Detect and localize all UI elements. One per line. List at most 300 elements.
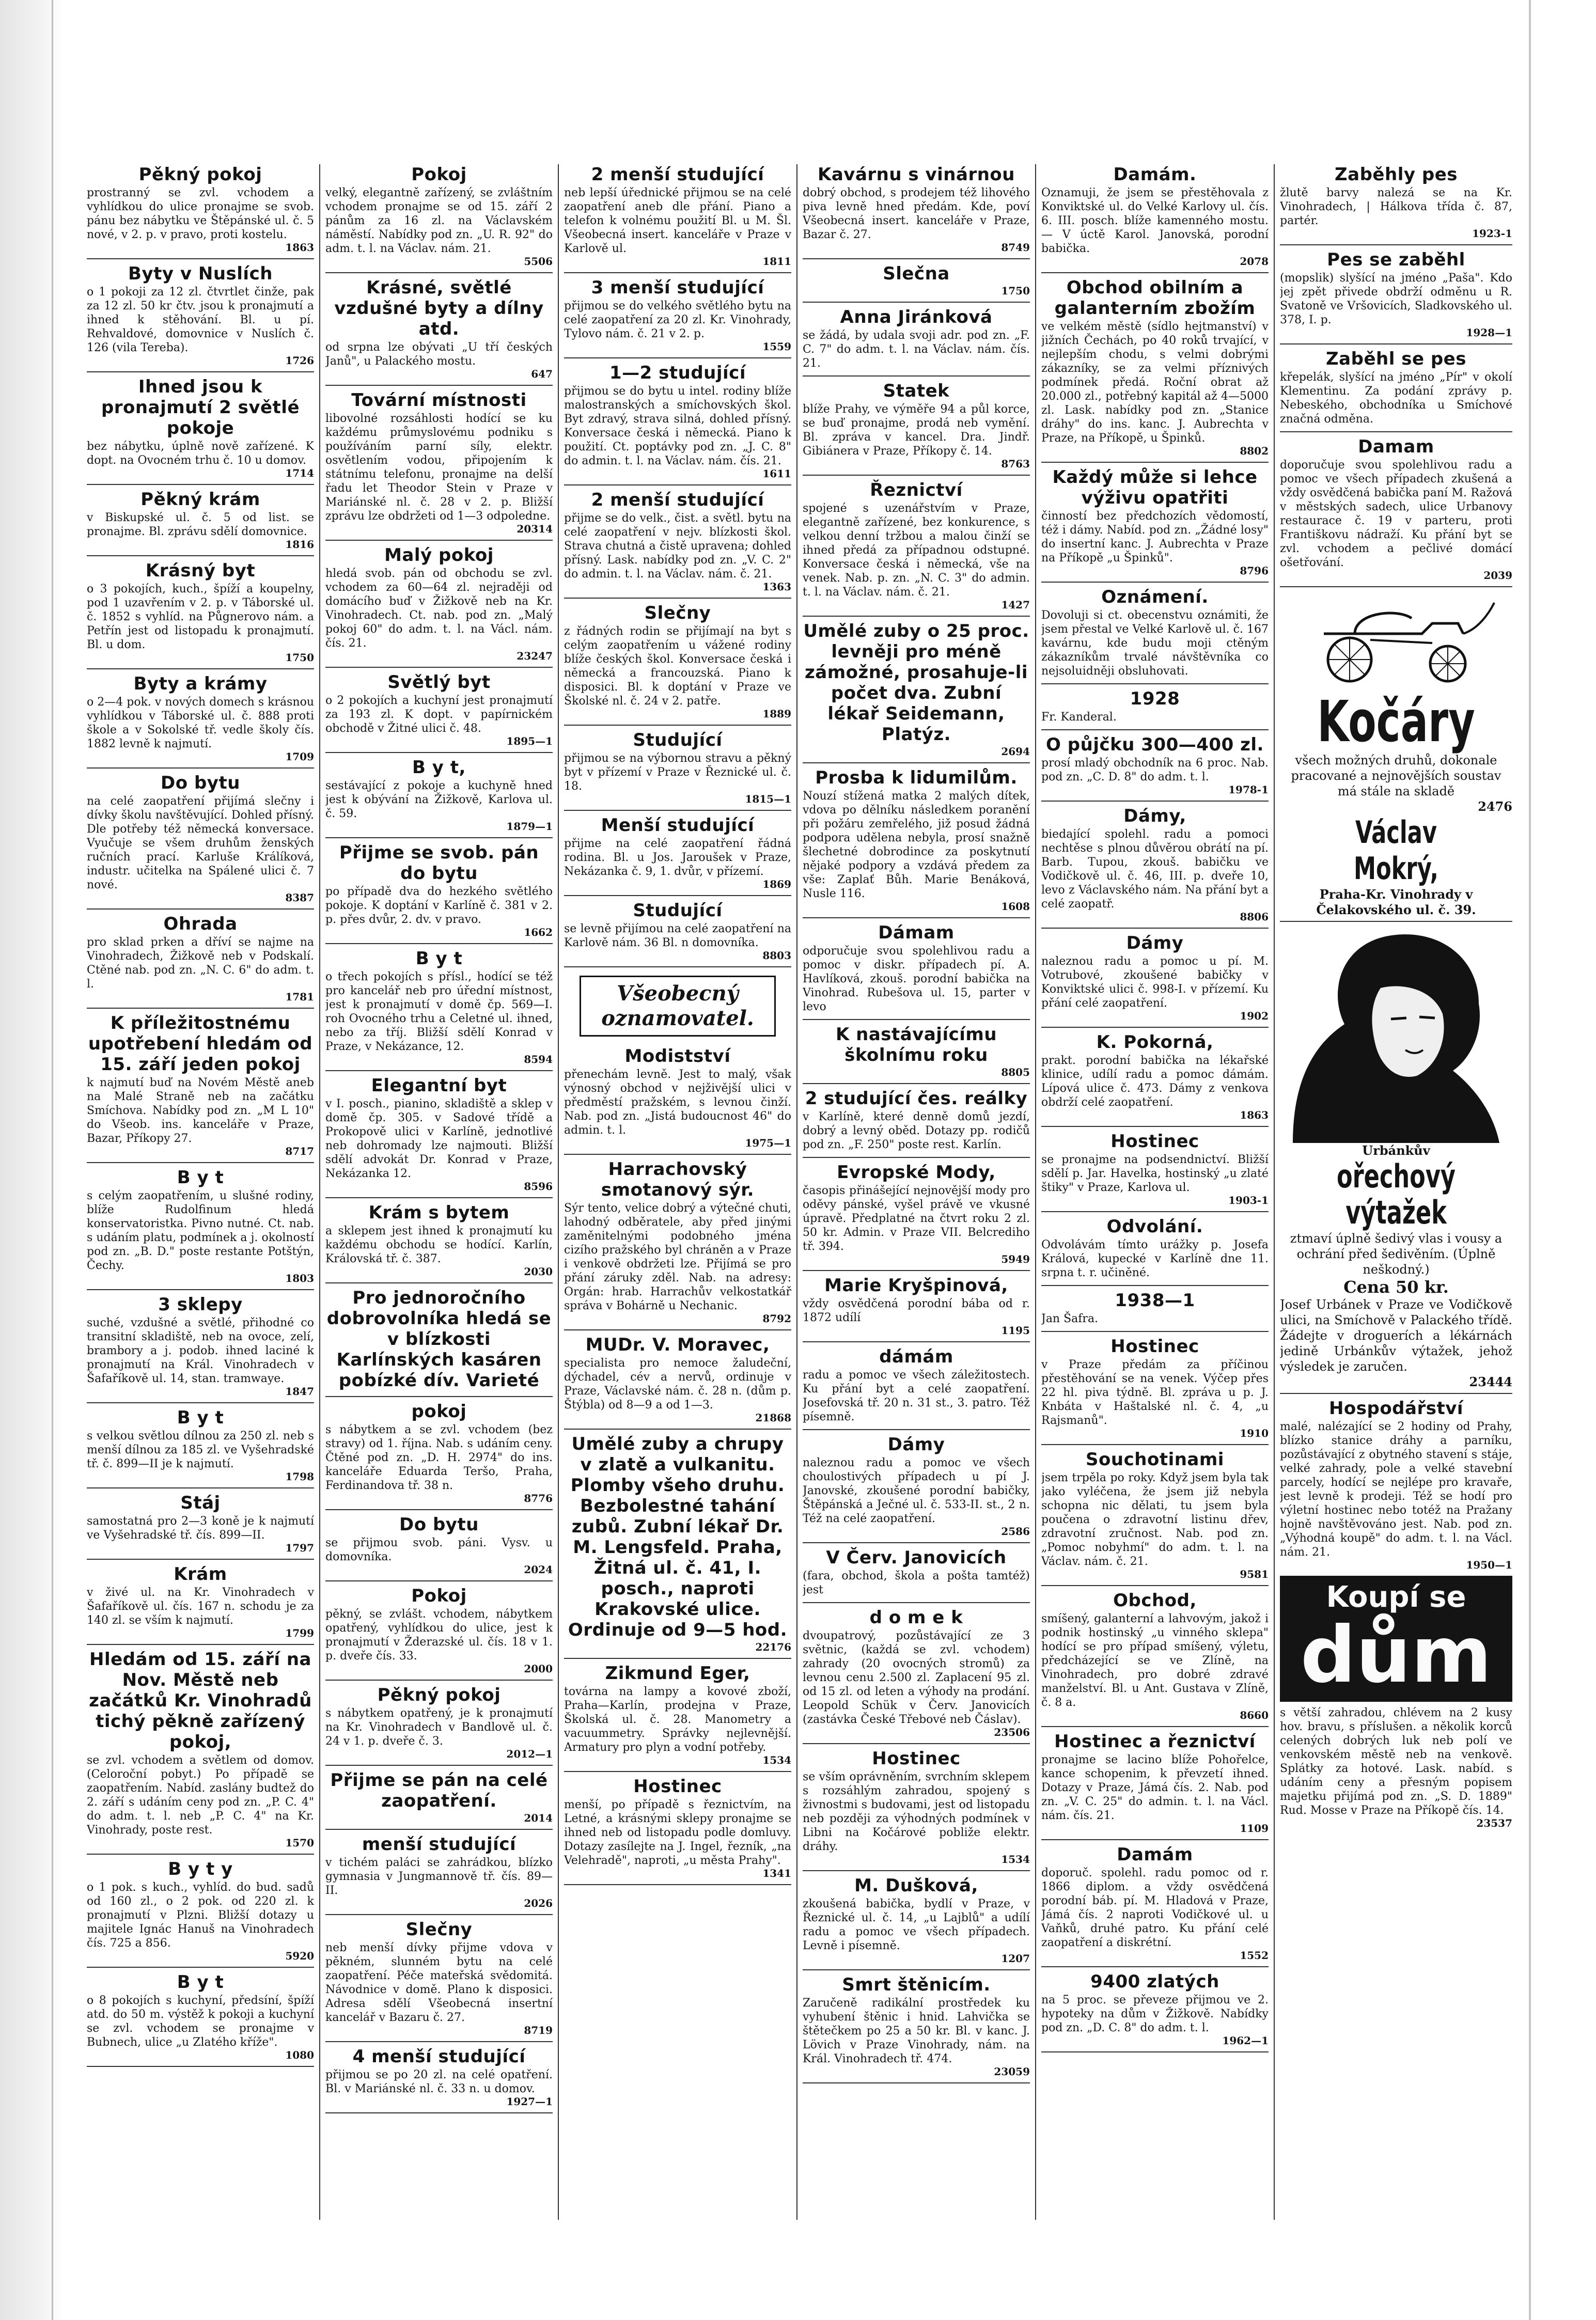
ad-rule (87, 555, 314, 556)
ad-code: 1816 (285, 538, 314, 551)
ad-heading: Damám. (1113, 164, 1197, 185)
ad-text: (fara, obchod, škola a pošta tamtéž) jest (803, 1570, 1030, 1596)
ad-text: o 3 pokojích, kuch., špíží a koupelny, pod 1 uzavřením v 2. p. v Táborské ul. č. 1852 s vyhlíd. na Půgnerovo nám. a Petřín jest od listopadu k pronajmutí. Bl. u dom. (87, 583, 314, 651)
ad-text: se vším oprávněním, svrchním sklepem s rozsáhlým zahradou, spojený s živnostmi s budovami, jest od listopadu neb později za výhodných podmínek v Libni na Kočárové pobliže elektr. dráhy. (803, 1770, 1030, 1853)
classified-ad (803, 164, 1030, 253)
classified-ad (803, 1024, 1030, 1078)
classified-ad (803, 621, 1030, 757)
ad-heading: B y t y (168, 1859, 233, 1879)
ad-code: 1797 (285, 1542, 314, 1554)
classified-ad (803, 381, 1030, 469)
ad-text: v I. posch., pianino, skladiště a sklep v domě čp. 305. v Sadové třídě a Prokopově ulici v Karlíně, jednotlivé neb dohromady lze najmouti. Bližší sdělí advokát Dr. Konrad v Praze, Nekázanka 12. (325, 1098, 553, 1180)
ad-heading: 2 menší studující (591, 164, 764, 185)
ad-text: Odvolávám tímto urážky p. Josefa Králová, kupecké v Karlíně dne 11. srpna t. r. učiněné. (1041, 1239, 1269, 1279)
classified-ad (564, 1776, 791, 1879)
classified-ad (1280, 249, 1512, 338)
classified-ad (87, 263, 314, 366)
classified-ad (564, 1663, 791, 1766)
ad-rule (803, 375, 1030, 377)
ad-rule (87, 2066, 314, 2067)
classified-ad (803, 1547, 1030, 1597)
ad-code: 1195 (1001, 1324, 1030, 1337)
ad-text: o 8 pokojích s kuchyní, předsíní, špíží atd. do 50 m. výstěž k pokoji a kuchyní se zvl. vchodem se pronajme v Bubnech, ulice „u Zlatého kříže". (87, 1994, 314, 2049)
ad-rule (564, 357, 791, 358)
ad-text: Nouzí stížená matka 2 malých dítek, vdova po dělníku následkem poranění při požáru zemřelého, již posud žádná podpora udělena nebyla, prosí snažně šlechetné dobrodince za poskytnutí nějaké podpory a vzdává předem za vše: Zaplať Bůh. Marie Benáková, Nusle 116. (803, 790, 1030, 900)
ad-rule (325, 667, 553, 668)
ad-code: 5920 (285, 1950, 314, 1962)
ad-rule (564, 1771, 791, 1772)
ad-rule (87, 1644, 314, 1645)
classified-ad (87, 1167, 314, 1284)
ad-heading: Umělé zuby o 25 proc. levněji pro méně zámožné, prosahuje-li počet dva. Zubní lékař Seidemann, Platýz. (803, 621, 1029, 745)
ad-heading: Hledám od 15. září na Nov. Městě neb začátků Kr. Vinohradů tichý pěkně zařízený pokoj, (89, 1649, 312, 1752)
ad-rule (564, 810, 791, 811)
ad-rule (325, 1509, 553, 1510)
ad-text: v Biskupské ul. č. 5 od list. se pronajme. Bl. zprávu sdělí domovnice. (87, 511, 314, 538)
ad-heading: Slečny (644, 603, 711, 623)
ad-code: 2039 (1483, 569, 1512, 582)
ad-code: 1803 (285, 1272, 314, 1284)
column-rule (796, 164, 797, 2220)
ad-text: odporučuje svou spolehlivou radu a pomoc v diskr. případech pí. A. Havlíková, zkouš. porodní babička na Vinohrad. Rubešova ul. 15, parter v levo (803, 945, 1030, 1013)
ad-code: 1811 (762, 255, 791, 268)
ad-rule (87, 1162, 314, 1163)
ad-heading: 9400 zlatých (1090, 1971, 1219, 1992)
ad-text: prakt. porodní babička na lékařské klinice, udílí radu a pomoc dámám. Lípová ulice č. 473. Dámy z venkova obdrží celé zaopatření. (1041, 1054, 1269, 1109)
ad-rule (564, 966, 791, 967)
column-6 (1280, 164, 1512, 2220)
kocary-name: Václav Mokrý, (1354, 814, 1438, 887)
ad-code: 2026 (524, 1897, 553, 1909)
ad-heading: Studující (633, 900, 723, 921)
ad-rule (1280, 343, 1512, 344)
ad-text: velký, elegantně zařízený, se zvláštním vchodem pronajme se od 15. září 2 pánům za 16 zl. na Václavském náměstí. Nabídky pod zn. „U. R. 92" do adm. t. l. na Václav. nám. 21. (325, 186, 553, 255)
ad-text: pěkný, se zvlášt. vchodem, nábytkem opatřený, vyhlídkou do ulice, jest k pronajmutí v Žderazské ul. čís. 18 v 1. p. dveře čís. 33. (325, 1608, 553, 1663)
ad-heading: Malý pokoj (384, 545, 494, 566)
ad-code: 1109 (1240, 1822, 1269, 1835)
classified-ad (564, 1159, 791, 1324)
column-rule (319, 164, 320, 2220)
classified-ad (325, 1919, 553, 2036)
ad-heading: pokoj (411, 1401, 467, 1422)
ad-rule (325, 2112, 553, 2113)
classified-ad (87, 1859, 314, 1962)
ad-heading: Modistství (624, 1046, 731, 1067)
ad-heading: M. Dušková, (854, 1875, 978, 1896)
classified-ad (325, 277, 553, 380)
classified-ad (1041, 587, 1269, 678)
ad-rule (1041, 1331, 1269, 1332)
ad-text: pro sklad prken a dříví se najme na Vinohradech, Žižkově neb v Podskalí. Ctěné nab. pod zn. „N. C. 6" do adm. t. l. (87, 936, 314, 991)
ad-heading: 3 sklepy (158, 1294, 243, 1315)
ad-text: Fr. Kanderal. (1041, 711, 1117, 724)
ad-rule (325, 943, 553, 944)
ad-text: o 2 pokojích a kuchyní jest pronajmutí za 193 zl. K dopt. v papírnickém obchodě v Žitné ulici č. 48. (325, 694, 553, 735)
ad-rule (803, 1019, 1030, 1020)
ad-rule (325, 1680, 553, 1681)
ad-code: 1962—1 (1222, 2034, 1269, 2047)
classified-ad (1280, 349, 1512, 426)
ad-rule (564, 1884, 791, 1885)
ad-text: prosí mladý obchodník na 6 proc. Nab. pod zn. „C. D. 8" do adm. t. l. (1041, 757, 1269, 783)
ad-heading: Zaběhl se pes (1326, 349, 1466, 369)
ad-text: blíže Prahy, ve výměře 94 a půl korce, se buď pronajme, prodá neb vymění. Bl. zpráva v kancel. Dra. Jindř. Gibiánera v Praze, Příkopy č. 14. (803, 403, 1030, 458)
ad-text: pronajme se lacino blíže Pohořelce, kance schopenim, k převzetí ihned. Dotazy v Praze, Jámá čís. 2. Nab. pod zn. „V. C. 25" do admin. t. l. na Václ. nám. čís. 21. (1041, 1753, 1269, 1822)
classified-ad (87, 1294, 314, 1397)
ad-heading: 2 studující čes. reálky (805, 1088, 1028, 1109)
classified-ad (87, 914, 314, 1002)
classified-ad (87, 1564, 314, 1639)
carriage-ad (1280, 592, 1512, 918)
classified-ad (325, 757, 553, 832)
column-rule (1274, 164, 1275, 2220)
ad-rule (87, 767, 314, 769)
ad-code: 8803 (762, 949, 791, 962)
ad-rule (803, 1542, 1030, 1543)
ad-rule (325, 2041, 553, 2042)
ad-rule (803, 1602, 1030, 1603)
classified-ad (803, 1607, 1030, 1738)
urbanek-ad (1280, 926, 1512, 1390)
koupi-code: 23537 (1476, 1817, 1512, 1829)
ad-heading: Elegantní byt (371, 1075, 507, 1096)
ad-code: 1975—1 (745, 1137, 791, 1149)
ad-heading: Přijme se svob. pán do bytu (339, 842, 539, 884)
ad-heading: Obchod obilním a galanterním zbožím (1054, 277, 1256, 319)
classified-ad (87, 1013, 314, 1157)
column-rule (558, 164, 559, 2220)
ad-code: 8805 (1001, 1066, 1030, 1078)
ad-rule (803, 1341, 1030, 1342)
ad-text: se přijmou svob. páni. Vysv. u domovníka. (325, 1537, 553, 1563)
ad-text: smíšený, galanterní a lahvovým, jakož i podnik hostinský „u vinného sklepa" hodící se pro případ smíšený, výletu, předcházející se ve Zlíně, na Vinohradech, pro dobré zdravé manželství. Bl. u Ant. Gustava v Zlíně, č. 8 a. (1041, 1612, 1269, 1709)
ad-rule (803, 1270, 1030, 1271)
ad-rule (564, 1329, 791, 1330)
ad-rule (87, 1967, 314, 1968)
ad-rule (1041, 1966, 1269, 1967)
ad-heading: 1928 (1130, 688, 1180, 709)
classified-ad (564, 815, 791, 890)
ad-text: od srpna lze obývati „U tří českých Janů", u Palackého mostu. (325, 341, 553, 368)
ad-rule (325, 1765, 553, 1766)
classified-ad (1041, 1971, 1269, 2046)
ad-code: 8763 (1001, 458, 1030, 470)
koupi-se-dum-ad (1280, 1576, 1512, 1702)
ad-rule (803, 258, 1030, 259)
classified-ad (87, 773, 314, 903)
ad-heading: Dámy (887, 1434, 945, 1455)
ad-text: o 2—4 pok. v nových domech s krásnou vyhlídkou v Táborské ul. č. 888 proti škole a v Sokolské tř. vedle školy čís. 1882 levně k najmutí. (87, 696, 314, 750)
ad-heading: Statek (883, 381, 950, 401)
urbanek-small: Urbánkův (1362, 1143, 1430, 1158)
ad-code: 8749 (1001, 241, 1030, 254)
ad-heading: d o m e k (869, 1607, 963, 1628)
newspaper-page (87, 164, 1512, 2220)
ad-text: po případě dva do hezkého světlého pokoje. K doptání v Karlíně č. 381 v 2. p. přes dvůr, 2. dv. v pravo. (325, 885, 553, 926)
ad-rule (1041, 462, 1269, 463)
classified-ad (325, 1075, 553, 1192)
ad-rule (564, 725, 791, 726)
classified-ad (1041, 1590, 1269, 1721)
ad-heading: Ohrada (163, 914, 238, 934)
ad-rule (325, 1396, 553, 1397)
ad-text: specialista pro nemoce žaludeční, dýchadel, cév a nervů, ordinuje v Praze, Václavské nám. č. 28 n. (dům p. Štýbla) od 8—9 a od 1—3. (564, 1357, 791, 1412)
classified-ad (1041, 1731, 1269, 1834)
ad-text: neb menší dívky přijme vdova v pěkném, slunném bytu na celé zaopatření. Péče mateřská svědomitá. Návodnice v domě. Plano k disposici. Adresa sdělí Všeobecná insertní kancelář v Bazaru č. 27. (325, 1941, 553, 2024)
ad-heading: 2 menší studující (591, 490, 764, 510)
ad-heading: Harrachovský smotanový sýr. (601, 1159, 755, 1200)
ad-rule (803, 616, 1030, 617)
classified-ad (564, 277, 791, 352)
ad-heading: menší studující (362, 1834, 517, 1855)
classified-ad (803, 1275, 1030, 1336)
ad-text: na celé zaopatření přijímá slečny i dívky školu navštěvující. Dohled přísný. Dle potřeby též německá konversace. Vyučuje se všem druhům ženských ručních prací. Karluše Králíková, industr. učitelka na Spálené ulici č. 7 nové. (87, 795, 314, 891)
ad-text: vždy osvědčená porodní bába od r. 1872 udílí (803, 1297, 1030, 1324)
ad-code: 1847 (285, 1385, 314, 1398)
ad-heading: Zaběhly pes (1335, 164, 1458, 185)
ad-heading: K. Pokorná, (1096, 1032, 1214, 1053)
ad-code: 8596 (524, 1180, 553, 1193)
ad-code: 1902 (1240, 1010, 1269, 1022)
column-3 (564, 164, 791, 2220)
classified-ad (87, 164, 314, 253)
classified-ad (1041, 1449, 1269, 1580)
ad-code: 1750 (285, 651, 314, 664)
ad-text: časopis přinášející nejnovější mody pro oděvy pánské, vyšel právě ve vkusné úpravě. Předplatné na čtvrt roku 2 zl. 50 kr. Admin. v Praze VII. Belcrediho tř. 394. (803, 1184, 1030, 1253)
ad-text: s velkou světlou dílnou za 250 zl. neb s menší dílnou za 185 zl. ve Vyšehradské tř. č. 899—II je k najmutí. (87, 1430, 314, 1470)
ad-heading: Do bytu (399, 1514, 479, 1535)
ad-text: přenechám levně. Jest to malý, však výnosný obchod v nejživější ulici v předměstí pražském, s levnou činží. Nab. pod zn. „Jistá budoucnost 46" do admin. t. l. (564, 1068, 791, 1137)
ad-code: 1895—1 (506, 735, 553, 747)
ad-rule (803, 917, 1030, 918)
classified-ad (803, 1088, 1030, 1152)
ad-text: přijmou se do velkého světlého bytu na celé zaopatření za 20 zl. Kr. Vinohrady, Tylovo nám. č. 21 v 2. p. (564, 300, 791, 340)
ad-rule (1041, 1839, 1269, 1840)
classified-ad (1041, 806, 1269, 922)
ad-rule (564, 1154, 791, 1155)
ad-text: o 1 pokoji za 12 zl. čtvrtlet činže, pak za 12 zl. 50 kr čtv. jsou k pronajmutí a ihned k stěhování. Bl. u pí. Rehvaldové, domovnice v Nuslích č. 126 (vila Tereba). (87, 286, 314, 354)
ad-text: křepelák, slyšící na jméno „Pír" v okolí Klementinu. Za podání zprávy p. Nebeského, obchodníka u Smíchové značná odměna. (1280, 371, 1512, 426)
ad-heading: Souchotinami (1086, 1449, 1224, 1470)
ad-heading: Dámam (878, 922, 955, 943)
ad-rule (87, 1854, 314, 1855)
ad-rule (325, 1829, 553, 1830)
classified-ad (1041, 1336, 1269, 1439)
classified-ad (564, 603, 791, 719)
kocary-code: 2476 (1478, 799, 1512, 814)
ad-code: 2030 (524, 1265, 553, 1278)
classified-ad (87, 1407, 314, 1482)
ad-heading: Damám (1117, 1844, 1193, 1865)
classified-ad (87, 377, 314, 479)
classified-ad (803, 480, 1030, 610)
ad-rule (325, 1197, 553, 1198)
classified-ad (803, 1974, 1030, 2077)
ad-code: 1978-1 (1228, 783, 1269, 796)
ad-text: Zaručeně radikální prostředek ku vyhubení štěnic i hnid. Lahvička se štětečkem po 25 a 50 kr. Bl. v kanc. J. Lövich v Praze Vinohrady, nám. na Král. Vinohradech tř. 474. (803, 1997, 1030, 2065)
ad-text: přijmou se po 20 zl. na celé opatření. Bl. v Mariánské nl. č. 33 n. u domov. (325, 2068, 553, 2095)
classified-ad (564, 490, 791, 592)
ad-code: 1903-1 (1228, 1194, 1269, 1206)
ad-heading: MUDr. V. Moravec, (585, 1335, 770, 1355)
urbanek-code: 23444 (1469, 1374, 1512, 1389)
column-rule (1035, 164, 1036, 2220)
classified-ad (803, 1748, 1030, 1865)
section-header-box: Všeobecný oznamovatel. (580, 976, 776, 1037)
classified-ad (1280, 436, 1512, 581)
ad-rule (1041, 1027, 1269, 1028)
left-page-margin (0, 0, 63, 2320)
ad-text: přijmou se na výbornou stravu a pěkný byt v přízemí v Praze v Řeznické ul. č. 18. (564, 752, 791, 793)
ad-code: 8796 (1240, 565, 1269, 577)
ad-heading: Stáj (180, 1493, 221, 1513)
ad-text: dvoupatrový, pozůstávající ze 3 světnic, (každá se zvl. vchodem) zahrady (20 ovocných stromů) za levnou cenu 2.500 zl. Zaplacení 95 zl. od 15 zl. od leten a výhody na prodání. Leopold Schük v Červ. Janovicích (zastávka České Třebové neb Čáslav). (803, 1629, 1030, 1726)
ad-rule (803, 1157, 1030, 1158)
ad-text: dobrý obchod, s prodejem též lihového piva levně hned předám. Kde, poví Všeobecná insert. kanceláře v Praze, Bazar č. 27. (803, 186, 1030, 241)
ad-text: se žádá, by udala svoji adr. pod zn. „F. C. 7" do adm. t. l. na Václav. nám. čís. 21. (803, 329, 1030, 370)
ad-code: 1863 (285, 241, 314, 254)
koupi-text-ad (1280, 1706, 1512, 1829)
portrait-illustration (1282, 926, 1510, 1143)
ad-text: se zvl. vchodem a světlem od domov. (Celoroční pobyt.) Po případě se zaopatřením. Nabíd. zaslány budtež do 2. září s udáním ceny pod zn. „P. C. 4" do adm. t. l. neb „P. C. 4" na Kr. Vinohrady, poste rest. (87, 1754, 314, 1837)
classified-ad (803, 1346, 1030, 1424)
ad-heading: Krám (174, 1564, 227, 1585)
column-4 (803, 164, 1030, 2220)
ad-code: 9581 (1240, 1568, 1269, 1580)
ad-heading: Pes se zaběhl (1327, 249, 1465, 270)
ad-rule (87, 1008, 314, 1009)
ad-text: biedající spolehl. radu a pomoci nechtěse s plnou důvěrou obrátí na pí. Barb. Tupou, zkouš. babičku ve Vodičkově ul. č. 46, III. p. dveře 10, levo z Václavského nám. Na přání byt a celé zaopatř. (1041, 828, 1269, 911)
ad-heading: Evropské Mody, (837, 1162, 996, 1183)
ad-text: se levně přijímou na celé zaopatření na Karlově nám. 36 Bl. n domovníka. (564, 922, 791, 949)
classified-ad (564, 1046, 791, 1149)
koupi-text: s větší zahradou, chlévem na 2 kusy hov. bravu, s příslušen. a několik korců celených dobrých luk neb polí ve venkovském městě neb na venkově. Splátky za hotové. Lask. nabíd. s udáním ceny a přesným popisem majetku přijímá pod zn. „S. D. 1889" Rud. Mosse v Praze na Příkopě čís. 14. (1280, 1706, 1512, 1817)
ad-heading: Prosba k lidumilům. (815, 767, 1018, 788)
ad-code: 2078 (1240, 255, 1269, 268)
classified-ad (803, 767, 1030, 912)
carriage-illustration (1293, 592, 1499, 685)
ad-code: 1879—1 (506, 820, 553, 833)
ad-rule (1280, 586, 1512, 587)
ad-code: 1570 (285, 1837, 314, 1849)
ad-rule (1280, 1393, 1512, 1394)
column-2 (325, 164, 553, 2220)
ad-text: v Praze předám za příčinou přestěhování se na venek. Výčep přes 22 hl. piva týdně. Bl. zpráva u p. J. Knbáta v Haštalské nl. č. 4, „u Rajsmanů". (1041, 1358, 1269, 1427)
ad-code: 1910 (1240, 1427, 1269, 1439)
kocary-title: Kočáry (1317, 688, 1475, 755)
ad-heading: Každý může si lehce výživu opatřiti (1052, 467, 1258, 508)
ad-heading: dámám (879, 1346, 953, 1367)
ad-text: jsem trpěla po roky. Když jsem byla tak jako vyléčena, že jsem již nebyla schopna nic dělati, tu jsem byla poučena o zdravotní listinu dřev, zdravotní zručnost. Nab. pod zn. „Pomoc nobyhmí" do adm. t. l. na Václav. nám. č. 21. (1041, 1471, 1269, 1568)
page-gutter (52, 0, 53, 2320)
ad-code: 8594 (524, 1053, 553, 1065)
ad-code: 23247 (517, 650, 553, 662)
classified-ad (325, 1834, 553, 1909)
ad-code: 8660 (1240, 1709, 1269, 1721)
ad-text: neb lepší úřednické přijmou se na celé zaopatření aneb dle přání. Piano a telefon k volnému použití Bl. u M. Šl. Všeobecná insert. kanceláře v Praze v Karlově ul. (564, 186, 791, 255)
ad-rule (325, 272, 553, 273)
ad-code: 1714 (285, 467, 314, 479)
ad-heading: Do bytu (161, 773, 240, 793)
ad-text: libovolné rozsáhlosti hodící se ku každému průmyslovému podniku s používáním parní síly, elektr. osvětlením vodou, připojením k státnímu telefonu, pronajme na delší řadu let Theodor Stein v Praze v Mariánské nl. č. 28 v 2. p. Bližší zprávu lze obdržeti od 1—3 odpoledne. (325, 412, 553, 523)
ad-heading: Pokoj (411, 164, 467, 185)
ad-heading: Slečna (883, 263, 950, 284)
ad-heading: Menší studující (601, 815, 755, 836)
ad-heading: Pokoj (411, 1586, 467, 1606)
ad-code: 2000 (524, 1663, 553, 1675)
ad-text: k najmutí buď na Novém Městě aneb na Malé Straně neb na začátku Smíchova. Nabídky pod zn. „M L 10" do Všeob. ins. kanceláře v Praze, Bazar, Příkopy 27. (87, 1076, 314, 1145)
ad-code: 2012—1 (506, 1748, 553, 1760)
ad-text: na 5 proc. se převeze přijmou ve 2. hypoteky na dům v Žižkově. Nabídky pod zn. „D. C. 8" do adm. t. l. (1041, 1994, 1269, 2034)
ad-rule (564, 272, 791, 273)
ad-code: 1611 (762, 467, 791, 480)
urbanek-text2: Josef Urbánek v Praze ve Vodičkově ulici, na Smíchově v Palackého třídě. Žádejte v droguerích a lékárnách jedině Urbánkův výtažek, jehož výsledek je zaručen. (1280, 1297, 1512, 1374)
ad-rule (325, 752, 553, 753)
ad-heading: Pěkný pokoj (138, 164, 262, 185)
ad-rule (803, 1743, 1030, 1744)
ad-heading: Světlý byt (387, 672, 491, 693)
ad-rule (325, 1282, 553, 1283)
ad-code: 1726 (285, 354, 314, 367)
ad-code: 1750 (1001, 285, 1030, 297)
ad-rule (87, 668, 314, 669)
classified-ad (325, 1586, 553, 1674)
ad-heading: O půjčku 300—400 zl. (1046, 734, 1264, 755)
ad-heading: 4 menší studující (352, 2046, 526, 2067)
ad-code: 2694 (1001, 745, 1030, 758)
ad-code: 2014 (524, 1812, 553, 1824)
classified-ad (564, 730, 791, 805)
ad-heading: Anna Jiránková (840, 307, 993, 327)
ad-heading: Smrt štěnicím. (842, 1974, 991, 1995)
urbanek-title: ořechový výtažek (1336, 1157, 1456, 1231)
ad-heading: B y t, (412, 757, 466, 778)
classified-ad (1041, 933, 1269, 1022)
classified-ad (803, 1434, 1030, 1537)
ad-text: menší, po případě s řeznictvím, na Letné, a krásnými sklepy pronajme se ihned neb od listopadu podle domluvy. Dotazy zasílejte na J. Ingel, řezník, „na Velehradě", naproti, „u města Prahy". (564, 1798, 791, 1867)
ad-code: 1799 (285, 1627, 314, 1639)
ad-code: 8802 (1240, 445, 1269, 457)
ad-code: 1863 (1240, 1109, 1269, 1121)
ad-heading: Hostinec (633, 1776, 722, 1797)
ad-code: 1559 (762, 340, 791, 353)
ad-heading: Krásný byt (145, 560, 256, 581)
classified-ad (325, 1202, 553, 1277)
ad-rule (325, 1580, 553, 1581)
ad-code: 8776 (524, 1492, 553, 1504)
ad-rule (803, 1969, 1030, 1970)
ad-code: 5949 (1001, 1253, 1030, 1265)
classified-ad (87, 1972, 314, 2061)
ad-heading: Pro jednoročního dobrovolníka hledá se v blízkosti Karlínských kasáren pobízké dív. Varieté (326, 1288, 552, 1391)
ad-text: doporučuje svou spolehlivou radu a pomoc ve všech případech zkušená a vždy osvědčená babička paní M. Ražová v městských sadech, ulice Urbanovy restaurace č. 19 v parteru, proti Františkovu nádraží. Ku přání byt se zvl. vchodem a pečlivé domácí ošetřování. (1280, 459, 1512, 569)
ad-text: radu a pomoc ve všech záležitostech. Ku přání byt a celé zaopatření. Josefovská tř. 20 n. 31 st., 3. patro. Též písemně. (803, 1369, 1030, 1423)
ad-text: Sýr tento, velice dobrý a výtečné chuti, lahodný odběratele, aby před jinými zaměnitelnými podobného jména cizího pražského byl chráněn a v Praze i venkově obdržeti lze. Přijímá se pro přání záruky zděl. Nab. na adresy: Orgán: hrab. Harrachův velkostatkář správa v Bohárně u Nechanic. (564, 1202, 791, 1312)
ad-text: suché, vzdušné a světlé, přihodné co transitní skladiště, neb na ovoce, zelí, brambory a j. podob. ihned laciné k pronajmutí na Král. Vinohradech v Šafaříkově ul. 14, stan. tramwaye. (87, 1316, 314, 1385)
ad-code: 5506 (524, 255, 553, 268)
ad-heading: V Červ. Janovicích (826, 1547, 1007, 1568)
classified-ad (1041, 1290, 1269, 1326)
ad-code: 1928—1 (1466, 326, 1512, 339)
ad-heading: Damam (1358, 436, 1434, 457)
ad-code: 1534 (762, 1754, 791, 1766)
ad-rule (325, 385, 553, 386)
ad-code: 1815—1 (745, 793, 791, 805)
ad-heading: 3 menší studující (591, 277, 764, 298)
ad-rule (87, 258, 314, 259)
ad-code: 8806 (1240, 911, 1269, 923)
ad-rule (1041, 729, 1269, 730)
